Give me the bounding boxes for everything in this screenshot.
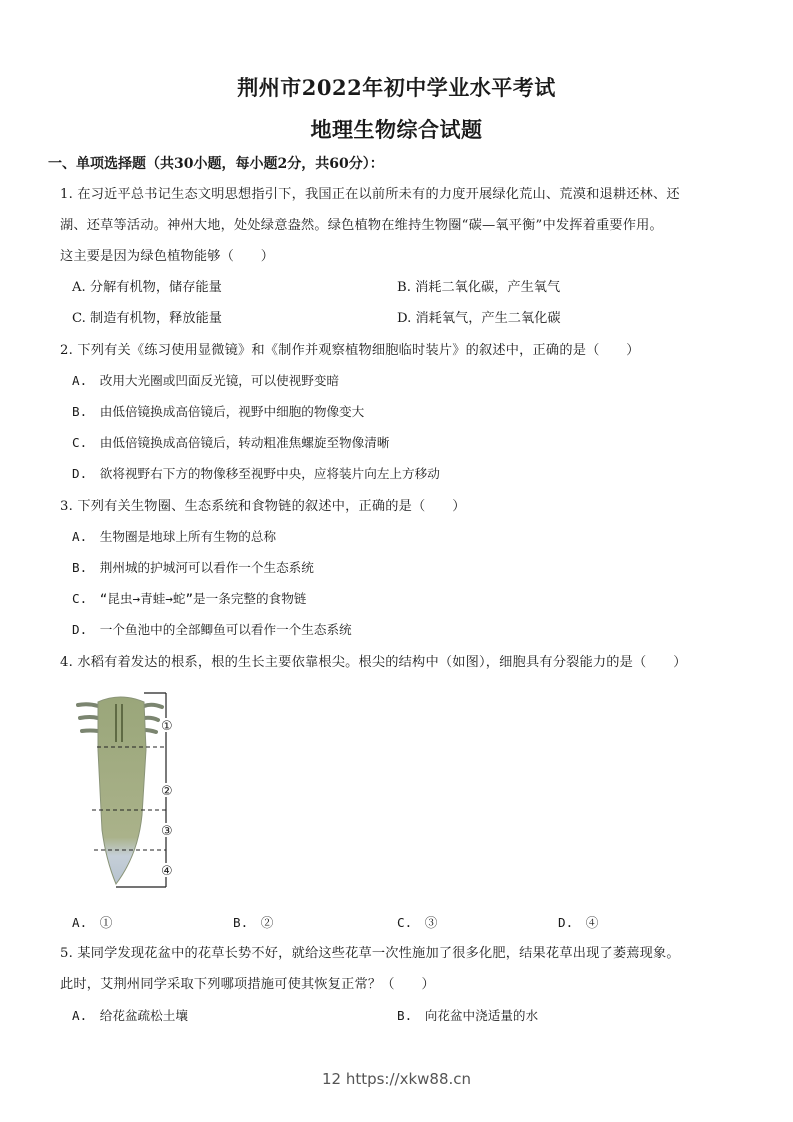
question-1-option-b: B. 消耗二氧化碳，产生氧气 (397, 280, 561, 295)
question-5-line-1: 5. 某同学发现花盆中的花草长势不好，就给这些花草一次性施加了很多化肥，结果花草出现了萎蔫现象。 (60, 946, 680, 961)
question-3-line-1: 3. 下列有关生物圈、生态系统和食物链的叙述中，正确的是（ ） (60, 499, 466, 514)
question-3-option-d: D. 一个鱼池中的全部鲫鱼可以看作一个生态系统 (72, 622, 352, 637)
exam-subtitle: 地理生物综合试题 (310, 117, 483, 142)
question-2-option-b: B. 由低倍镜换成高倍镜后，视野中细胞的物像变大 (72, 404, 365, 419)
question-2-option-d: D. 欲将视野右下方的物像移至视野中央，应将装片向左上方移动 (72, 466, 440, 481)
section-heading: 一、单项选择题（共30小题，每小题2分，共60分）： (48, 156, 384, 172)
question-5-option-a: A. 给花盆疏松土壤 (72, 1008, 188, 1023)
question-4-option-d: D. ④ (558, 915, 599, 930)
question-2-option-c: C. 由低倍镜换成高倍镜后，转动粗准焦螺旋至物像清晰 (72, 435, 390, 450)
question-1-option-a: A. 分解有机物，储存能量 (72, 280, 222, 295)
question-5-line-2: 此时，艾荆州同学采取下列哪项措施可使其恢复正常？（ ） (60, 977, 435, 992)
question-2-option-a: A. 改用大光圈或凹面反光镜，可以使视野变暗 (72, 373, 340, 388)
question-3-option-a: A. 生物圈是地球上所有生物的总称 (72, 529, 277, 544)
question-1-line-2: 湖、还草等活动。神州大地，处处绿意盎然。绿色植物在维持生物圈“碳—氧平衡”中发挥着重要作用。 (60, 218, 663, 233)
question-1-line-1: 1. 在习近平总书记生态文明思想指引下，我国正在以前所未有的力度开展绿化荒山、荒漠和退耕还林、还 (60, 187, 680, 202)
label-zone-2: ② (161, 784, 173, 799)
question-4-option-b: B. ② (233, 915, 274, 930)
label-zone-4: ④ (161, 864, 173, 879)
question-4-option-a: A. ① (72, 915, 113, 930)
question-1-option-d: D. 消耗氧气，产生二氧化碳 (397, 311, 561, 326)
label-zone-1: ① (161, 719, 173, 734)
question-3-option-b: B. 荆州城的护城河可以看作一个生态系统 (72, 560, 314, 575)
label-zone-3: ③ (161, 824, 173, 839)
question-3-option-c: C. “昆虫→青蛙→蛇”是一条完整的食物链 (72, 591, 307, 606)
question-2-line-1: 2. 下列有关《练习使用显微镜》和《制作并观察植物细胞临时装片》的叙述中，正确的是（ ） (60, 343, 640, 358)
root-tip-diagram (72, 690, 192, 890)
question-4-option-c: C. ③ (397, 915, 438, 930)
page-footer: 12 https://xkw88.cn (321, 1070, 472, 1088)
root-tip-image (72, 690, 192, 890)
exam-title: 荆州市2022年初中学业水平考试 (237, 75, 556, 100)
question-1-option-c: C. 制造有机物，释放能量 (72, 311, 222, 326)
question-1-line-3: 这主要是因为绿色植物能够（ ） (60, 249, 275, 264)
question-5-option-b: B. 向花盆中浇适量的水 (397, 1008, 539, 1023)
question-4-line-1: 4. 水稻有着发达的根系，根的生长主要依靠根尖。根尖的结构中（如图），细胞具有分裂能力的是（ ） (60, 655, 687, 670)
